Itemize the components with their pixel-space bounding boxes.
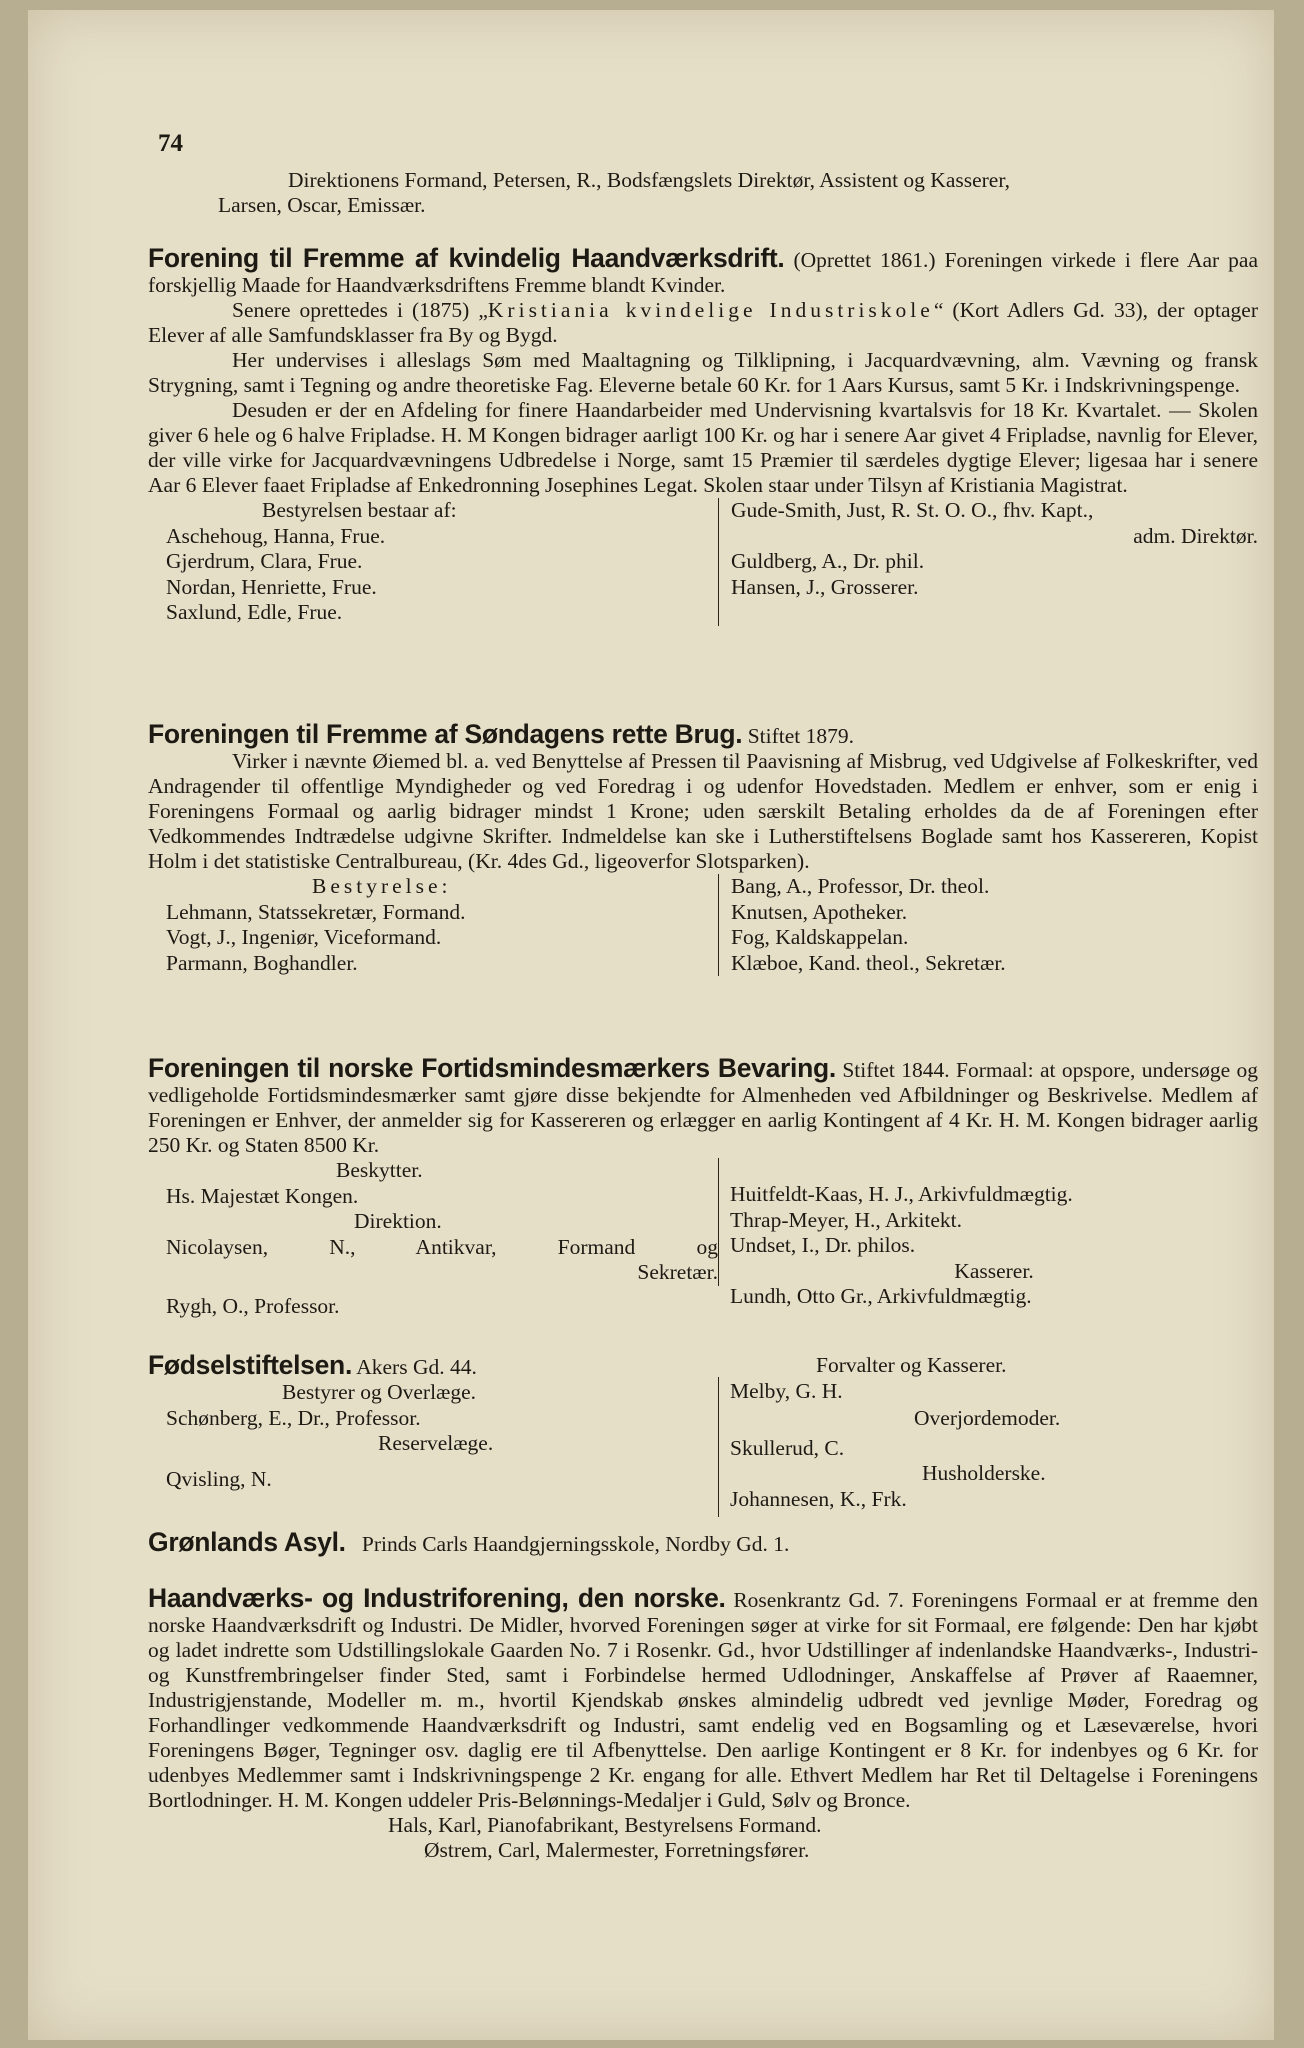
column-divider: [718, 1377, 719, 1517]
board-right: [718, 1353, 1258, 1512]
section-address: Akers Gd. 44.: [356, 1355, 477, 1379]
section-heading: Foreningen til norske Fortidsmindesmærkers Bevaring.: [148, 1053, 836, 1083]
section-paragraph: [148, 1053, 1258, 1158]
board-member: Lundh, Otto Gr., Arkivfuldmægtig.: [730, 1284, 1032, 1308]
section-heading: Haandværks- og Industriforening, den norske.: [148, 1583, 726, 1613]
section-paragraph: [148, 243, 1259, 298]
role-label: Overjordemoder.: [914, 1406, 1061, 1430]
section-haandvaerks-industriforening: [148, 1583, 1259, 1863]
section-text: Prinds Carls Haandgjerningsskole, Nordby Gd. 1.: [361, 1532, 790, 1556]
section-paragraph: [148, 1527, 1258, 1557]
board-right: [718, 1158, 1258, 1319]
role-label: Husholderske.: [922, 1461, 1046, 1485]
board-member: Rygh, O., Professor.: [166, 1293, 340, 1318]
section-gronlands-asyl: [148, 1527, 1258, 1557]
section-text: Stiftet 1844. Formaal: at opspore, undersøge og vedligeholde Fortidsmindesmærker samt gjøre disse bekjendte for Almenheden ved Afbildninger og Beskrivelse. Medlem af Foreningen er Enhver, der anmelder sig for Kassereren og erlægger en aarlig Kontingent af 4 Kr. H. M. Kongen bidrager aarlig 250 Kr. og Staten 8500 Kr.: [148, 1058, 1258, 1157]
board-member-title: Sekretær.: [637, 1260, 718, 1284]
member-line: Hals, Karl, Pianofabrikant, Bestyrelsens Formand.: [388, 1813, 822, 1837]
board-member-title: adm. Direktør.: [1133, 523, 1258, 548]
section-paragraph: [148, 1350, 718, 1380]
board-member: Thrap-Meyer, H., Arkitekt.: [730, 1207, 962, 1232]
staff-member: Johannesen, K., Frk.: [730, 1486, 907, 1511]
direktion-label: Direktion.: [354, 1209, 442, 1233]
board-right: [718, 874, 1258, 976]
section-paragraph: Virker i nævnte Øiemed bl. a. ved Benyttelse af Pressen til Paavisning af Misbrug, ved Udgivelse af Folkeskrifter, ved Andragender til offentlige Myndigheder og ved Foredrag i og udenfor Hovedstaden. Medlem er enhver, som er enig i Foreningens Formaal og aarlig bidrager mindst 1 Krone; uden særskilt Betaling erholdes da de af Foreningen efter Vedkommendes Indtrædelse udgivne Skrifter. Indmeldelse kan ske i Lutherstiftelsens Boglade samt hos Kassereren, Kopist Holm i det statistiske Centralbureau, (Kr. 4des Gd., ligeoverfor Slotsparken).: [148, 749, 1258, 873]
board-member: Undset, I., Dr. philos.: [730, 1233, 916, 1257]
role-label: Reservelæge.: [378, 1431, 494, 1455]
board-member: Aschehoug, Hanna, Frue.: [166, 523, 386, 548]
section-kvindelig-haandvaerk: [148, 243, 1259, 626]
beskytter-label: Beskytter.: [336, 1158, 423, 1182]
member-line: Østrem, Carl, Malermester, Forretningsfører.: [424, 1838, 810, 1862]
staff-member: Melby, G. H.: [730, 1378, 843, 1403]
board-member: Lehmann, Statssekretær, Formand.: [166, 899, 466, 924]
section-text: (Oprettet 1861.) Foreningen virkede i flere Aar paa forskjellig Maade for Haandværksdriftens Fremme blandt Kvinder.: [148, 248, 1259, 297]
page-number: 74: [158, 130, 183, 157]
board-member: Guldberg, A., Dr. phil.: [731, 549, 925, 573]
staff-member: Skullerud, C.: [730, 1435, 845, 1460]
staff-member: Schønberg, E., Dr., Professor.: [166, 1405, 421, 1430]
board-member: Fog, Kaldskappelan.: [731, 925, 909, 949]
section-paragraph: [148, 719, 1258, 749]
board-member: Hs. Majestæt Kongen.: [166, 1183, 359, 1208]
board-member: Klæboe, Kand. theol., Sekretær.: [731, 950, 1006, 975]
board-member: Saxlund, Edle, Frue.: [166, 600, 343, 624]
board-member: Nordan, Henriette, Frue.: [166, 574, 377, 599]
board-columns: [148, 874, 1258, 976]
board-right: [718, 498, 1258, 626]
board-left: [148, 498, 718, 626]
board-member: Parmann, Boghandler.: [166, 950, 358, 975]
staff-member: Qvisling, N.: [166, 1466, 272, 1491]
board-member: Bang, A., Professor, Dr. theol.: [731, 874, 990, 898]
section-heading: Foreningen til Fremme af Søndagens rette Brug.: [148, 719, 743, 749]
section-paragraph: Her undervises i alleslags Søm med Maaltagning og Tilklipning, i Jacquardvævning, alm. Vævning og fransk Strygning, samt i Tegning og andre theoretiske Fag. Eleverne betale 60 Kr. for 1 Aars Kursus, samt 5 Kr. i Indskrivningspenge.: [148, 348, 1258, 397]
intro-block: [148, 168, 1258, 218]
section-sondagens-brug: [148, 719, 1258, 976]
board-member: Huitfeldt-Kaas, H. J., Arkivfuldmægtig.: [730, 1182, 1073, 1206]
text-run: Senere oprettedes i (1875) „: [232, 298, 488, 322]
board-left: [148, 874, 718, 976]
section-founded: Stiftet 1879.: [747, 724, 855, 748]
board-left: [148, 1158, 718, 1319]
section-fortidsmindesmaerker: [148, 1053, 1258, 1319]
role-label: Forvalter og Kasserer.: [816, 1353, 1007, 1377]
board-member: Vogt, J., Ingeniør, Viceformand.: [166, 925, 442, 949]
kasserer-label: Kasserer.: [954, 1258, 1034, 1283]
section-heading: Grønlands Asyl.: [148, 1527, 346, 1557]
intro-line-2: Larsen, Oscar, Emissær.: [218, 193, 426, 217]
role-label: Bestyrer og Overlæge.: [282, 1380, 477, 1404]
board-columns: [148, 1158, 1258, 1319]
school-name: Kristiania kvindelige Industriskole: [487, 298, 934, 322]
board-member: Hansen, J., Grosserer.: [731, 574, 919, 599]
board-label: Bestyrelse:: [312, 874, 452, 898]
board-member: Gude-Smith, Just, R. St. O. O., fhv. Kapt.,: [731, 498, 1094, 522]
board-left: [148, 1350, 718, 1512]
section-text: Rosenkrantz Gd. 7. Foreningens Formaal er at fremme den norske Haandværksdrift og Industri. De Midler, hvorved Foreningen søger at virke for sit Formaal, ere følgende: Den har kjøbt og ladet indrette som Udstillingslokale Gaarden No. 7 i Rosenkr. Gd., hvor Udstillinger af indenlandske Haandværks-, Industri- og Kunstfrembringelser finder Sted, samt i Forbindelse hermed Udlodninger, Anskaffelse af Prøver af Raaemner, Industrigjenstande, Modeller m. m., hvortil Kjendskab ønskes almindelig udbredt ved jevnlige Møder, Foredrag og Forhandlinger vedkommende Haandværksdrift og Industri, samt endelig ved en Bogsamling og et Læseværelse, hvori Foreningens Bøger, Tegninger osv. daglig ere til Afbenyttelse. Den aarlige Kontingent er 8 Kr. for indenbyes og 6 Kr. for udenbyes Medlemmer samt i Indskrivningspenge 2 Kr. engang for alle. Ethvert Medlem har Ret til Deltagelse i Foreningens Bortlodninger. H. M. Kongen uddeler Pris-Belønnings-Medaljer i Guld, Sølv og Bronce.: [148, 1588, 1259, 1812]
board-columns: [148, 1350, 1258, 1512]
section-paragraph: Desuden er der en Afdeling for finere Haandarbeider med Undervisning kvartalsvis for 18 Kr. Kvartalet. — Skolen giver 6 hele og 6 halve Fripladse. H. M Kongen bidrager aarligt 100 Kr. og har i senere Aar givet 4 Fripladse, navnlig for Elever, der ville virke for Jacquardvævningens Udbredelse i Norge, samt 15 Præmier til særdeles dygtige Elever; ligesaa har i senere Aar 6 Elever faaet Fripladse af Enkedronning Josephines Legat. Skolen staar under Tilsyn af Kristiania Magistrat.: [148, 398, 1258, 497]
board-member: Nicolaysen, N., Antikvar, Formand og: [166, 1234, 718, 1259]
section-paragraph: [148, 1583, 1259, 1813]
column-divider: [718, 1158, 719, 1286]
section-fodselstiftelsen: [148, 1350, 1258, 1512]
board-member: Gjerdrum, Clara, Frue.: [166, 549, 363, 573]
section-heading: Fødselstiftelsen.: [148, 1350, 353, 1380]
board-label: Bestyrelsen bestaar af:: [262, 498, 457, 522]
section-paragraph: [148, 298, 1258, 348]
board-member: Knutsen, Apotheker.: [731, 899, 908, 924]
intro-line-1: Direktionens Formand, Petersen, R., Bodsfængslets Direktør, Assistent og Kasserer,: [288, 168, 1011, 192]
board-columns: [148, 498, 1258, 626]
section-heading: Forening til Fremme af kvindelig Haandværksdrift.: [148, 243, 785, 273]
text-run: “ (Kort Adlers Gd. 33), der optager Elever af alle Samfundsklasser fra By og Bygd.: [148, 298, 1259, 347]
